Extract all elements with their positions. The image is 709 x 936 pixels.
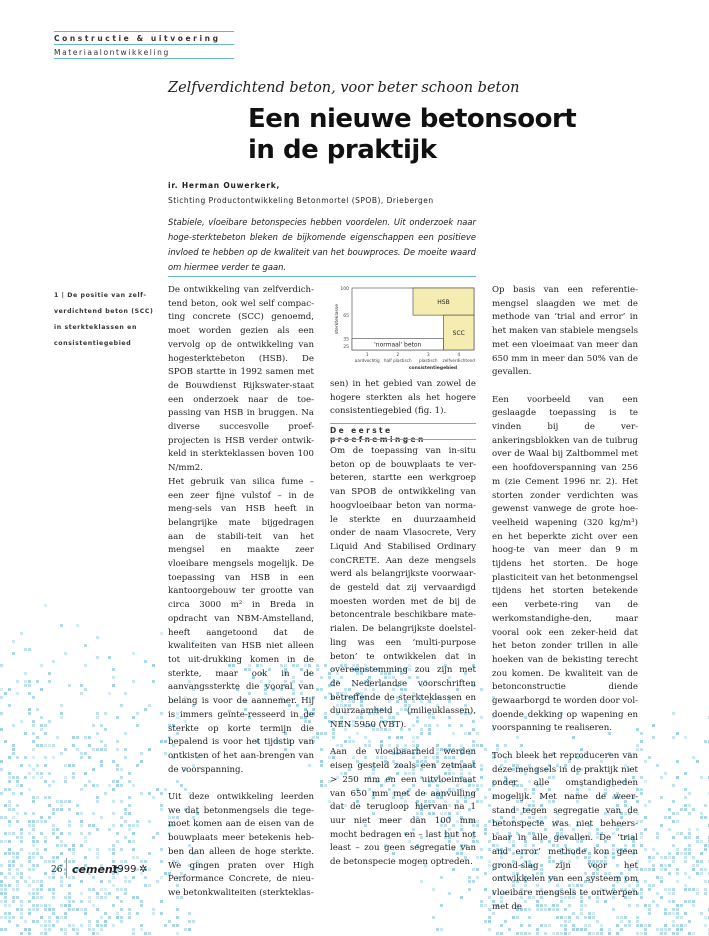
paragraph: Op basis van een referentie-mengsel slaagden we met de methode van ‘trial and error’ in het maken van stabiele mengsels met een vloeimaat van meer dan 650 mm in meer dan 50% van de gevallen.: [492, 285, 638, 378]
article-title-line-1: Een nieuwe betonsoort: [248, 104, 577, 134]
magazine-name: cement: [72, 863, 118, 876]
chart-x-region-label: plastisch: [418, 358, 438, 363]
paragraph: De ontwikkeling van zelfverdich-tend beton, ook wel self compac-ting concrete (SCC) genoemd, moet worden gezien als een vervolg op de ontwikkeling van hogesterktebeton (HSB). De SPOB startte in 1992 samen met de Bouwdienst Rijkswater-staat een onderzoek naar de toe-passing van HSB in bruggen. Na diverse succesvolle proef-projecten is HSB verder ontwik-keld in sterkteklassen boven 100 N/mm2.: [168, 285, 314, 474]
chart-x-tick-label: 3: [426, 353, 430, 358]
section-title: Constructie & uitvoering: [54, 34, 221, 43]
body-column-1: [168, 284, 314, 901]
chart-x-tick-label: 4: [457, 353, 461, 358]
chart-y-tick-label: 100: [340, 287, 349, 292]
figure-1-chart: [330, 284, 476, 376]
section-subheading: De eerste: [330, 426, 393, 435]
footer-divider: [66, 858, 67, 878]
paragraph: Uit deze ontwikkeling leerden we dat betonmengsels die tege-moet komen aan de eisen van de bouwplaats meer betekenis heb-ben dan alleen de hoge sterkte. We gingen praten over High Performance Concrete, de nieu-we betonkwaliteiten (sterkteklas-: [168, 792, 314, 898]
chart-region-label: SCC: [452, 330, 465, 338]
author-affiliation: Stichting Productontwikkeling Betonmortel (SPOB), Driebergen: [168, 196, 434, 205]
author-name: ir. Herman Ouwerkerk,: [168, 181, 281, 190]
subhead-rule-top: [330, 423, 476, 424]
paragraph: Een voorbeeld van een geslaagde toepassing is te vinden bij de ver-ankeringsblokken van de tuibrug over de Waal bij Zaltbommel met een hoofdoverspanning van 256 m (zie Cement 1996 nr. 2). Het storten zonder verdichten was gewenst vanwege de grote hoe-veelheid wapening (320 kg/m³) en het beperkte zicht over een hoog-te van meer dan 9 m tijdens het storten. De hoge plasticiteit van het betonmengsel tijdens het storten betekende een verbete-ring van de werkomstandighe-den, maar vooral ook een zeker-heid dat het beton zonder trillen in alle hoeken van de bekisting terecht zou komen. De kwaliteit van de betonconstructie diende gewaarborgd te worden door vol-doende dekking op wapening en voorspanning te realiseren.: [492, 394, 638, 734]
article-kicker: Zelfverdichtend beton, voor beter schoon beton: [168, 80, 520, 96]
body-column-3: [492, 284, 638, 914]
chart-y-tick-label: 35: [343, 337, 349, 343]
magazine-year: 1999: [111, 864, 137, 875]
header-rule-top: [54, 31, 234, 32]
chart-svg: [330, 284, 476, 376]
paragraph: Om de toepassing van in-situ beton op de bouwplaats te ver-beteren, startte een werkgroep van SPOB de ontwikkeling van hoogvloeibaar beton van norma-le sterkte en duurzaamheid onder de naam Vlasocrete, Very Liquid And Stabilised Ordinary conCRETE. Aan deze mengsels werd als belangrijkste voorwaar-de gesteld dat zij vervaardigd moesten worden met de bij de betoncentrale beschikbare mate-rialen. De belangrijkste doelstel-ling was een ‘multi-purpose beton’ te ontwikkelen dat in overeenstemming zou zijn met de Nederlandse voorschriften betreffende de sterkteklassen en duurzaamheid (milieuklassen), NEN 5950 (VBT).: [330, 446, 476, 731]
chart-x-region-label: half plastisch: [383, 358, 412, 363]
gear-icon: ✲: [139, 864, 148, 875]
chart-x-tick-label: 1: [365, 353, 369, 358]
lead-rule: [168, 276, 476, 277]
chart-y-axis-label: sterkteklasse: [335, 304, 340, 334]
chart-x-region-label: zelfverdichtend: [442, 358, 475, 363]
chart-region-label: HSB: [437, 299, 450, 307]
subhead-rule-bottom: [330, 439, 476, 440]
chart-x-region-label: aardvochtig: [354, 358, 380, 363]
chart-region-label: 'normaal' beton: [374, 341, 422, 349]
chart-y-tick-label: 65: [343, 314, 349, 320]
paragraph: Aan de vloeibaarheid werden eisen gesteld zoals een zetmaat > 250 mm en een uitvloeimaat van 650 mm met de aanvulling dat de terugloop hiervan na 1 uur niet meer dan 100 mm mocht bedragen en – last but not least – zou geen segregatie van de betonspecie mogen optreden.: [330, 747, 476, 868]
body-column-2: [330, 445, 476, 870]
body-column-2-top: [330, 378, 476, 419]
figure-caption: 1 | De positie van zelf-verdichtend beton (SCC) in sterkteklassen en consistentiegebied: [54, 292, 154, 347]
subsection-title: Materiaalontwikkeling: [54, 48, 170, 57]
chart-x-tick-label: 2: [396, 353, 400, 358]
paragraph: sen) in het gebied van zowel de hogere sterkten als het hogere consistentiegebied (fig. 1).: [330, 379, 476, 417]
header-rule-middle: [54, 44, 234, 45]
paragraph: Het gebruik van silica fume – een zeer fijne vulstof – in de meng-sels van HSB heeft in belangrijke mate bijgedragen aan de stabili-teit van het mengsel en maakte zeer vloeibare mengsels mogelijk. De toepassing van HSB in een kantoorgebouw ter grootte van circa 3000 m² in Breda in opdracht van NBM-Amstelland, heeft aangetoond dat de kwaliteiten van HSB niet alleen tot uit-drukking komen in de sterkte, maar ook in de aanvangssterkte die vooral van belang is voor de aannemer. Hij is immers geïnte-resseerd in de sterkte op korte termijn die bepalend is voor het tijdstip van ontkisten of het aan-brengen van de voorspanning.: [168, 476, 314, 775]
chart-x-axis-label: consistentiegebied: [408, 366, 458, 371]
article-lead: Stabiele, vloeibare betonspecies hebben voordelen. Uit onderzoek naar hoge-sterktebeton bleken de bijkomende eigenschappen een positieve invloed te hebben op de kwaliteit van het bouwproces. De moeite waard om hiermee verder te gaan.: [168, 217, 476, 272]
header-rule-bottom: [54, 58, 234, 59]
article-title-line-2: in de praktijk: [248, 135, 437, 165]
page-number: 26: [51, 865, 63, 875]
chart-y-tick-label: 25: [343, 345, 349, 351]
article-title: [248, 104, 576, 166]
paragraph: Toch bleek het reproduceren van deze mengsels in de praktijk niet onder alle omstandigheden mogelijk. Met name de weer-stand tegen segregatie van de betonspecie was niet beheers-baar in alle gevallen. De ‘trial and error’ methode kon geen grond-slag zijn voor het ontwikkelen van een systeem om vloeibare mengsels te ontwerpen met de: [492, 750, 638, 912]
